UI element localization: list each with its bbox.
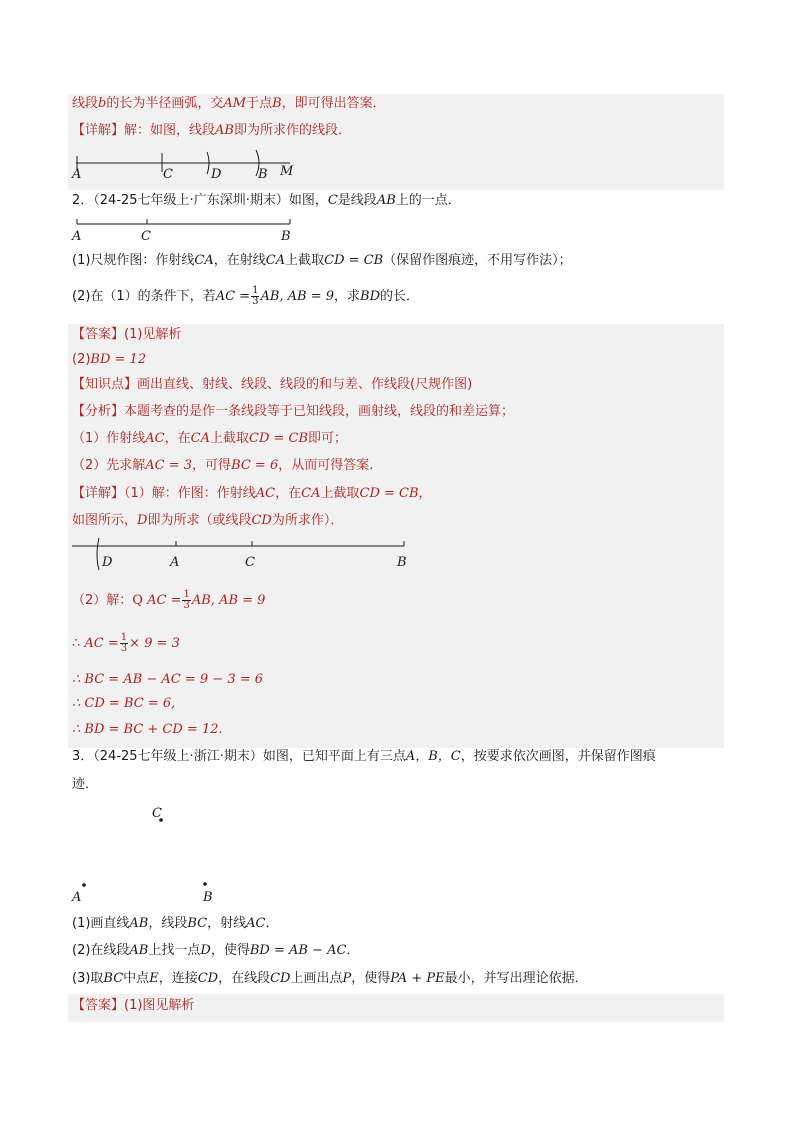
q3-part1: (1)画直线AB，线段BC，射线AC． xyxy=(72,916,279,931)
analysis-step2: （2）先求解AC = 3，可得BC = 6，从而可得答案． xyxy=(72,458,383,473)
q3-stem: 3．（24-25七年级上·浙江·期末）如图，已知平面上有三点A，B，C，按要求依次画图，并保留作图痕 xyxy=(72,749,656,764)
answer2-line1: 【答案】(1)见解析 xyxy=(72,327,182,342)
fig2-label-B: B xyxy=(281,229,291,244)
fig3-label-C: C xyxy=(245,555,255,570)
calc-line-bc: ∴ BC = AB − AC = 9 − 3 = 6 xyxy=(72,672,264,687)
block1-line1: 线段b的长为半径画弧，交AM于点B，即可得出答案． xyxy=(72,96,386,111)
knowledge-point: 【知识点】画出直线、射线、线段、线段的和与差、作线段(尺规作图) xyxy=(72,377,473,392)
fig1-label-D: D xyxy=(211,167,222,182)
calc-line-cd: ∴ CD = BC = 6, xyxy=(72,696,176,711)
analysis-step1: （1）作射线AC，在CA上截取CD = CB即可； xyxy=(72,431,348,446)
calc-line-ac: ∴ AC = $\frac{1}{3}$ × 9 = 3 xyxy=(72,632,180,654)
q2-part2: (2)在（1）的条件下，若AC = $\frac{1}{3}$ AB, AB = 9，求BD的长． xyxy=(72,285,420,307)
fig3-label-D: D xyxy=(102,555,113,570)
fig2-label-A: A xyxy=(72,229,82,244)
block1-detail: 【详解】解：如图，线段AB即为所求作的线段． xyxy=(72,123,351,138)
fig4-label-B: B xyxy=(203,890,213,905)
q3-part3: (3)取BC中点E，连接CD，在线段CD上画出点P，使得PA + PE最小，并写出理论依据． xyxy=(72,971,588,986)
detail-tag: 【详解】 xyxy=(72,123,125,138)
fig2-label-C: C xyxy=(141,229,151,244)
fraction-one-third: $\frac{1}{3}$ xyxy=(183,589,190,611)
fraction-one-third: $\frac{1}{3}$ xyxy=(120,632,128,654)
fig3-label-B: B xyxy=(397,555,407,570)
q3-answer: 【答案】(1)图见解析 xyxy=(72,998,195,1013)
fig4-label-A: A xyxy=(72,890,82,905)
answer2-line2: (2)BD = 12 xyxy=(72,352,147,367)
calc-line-bd: ∴ BD = BC + CD = 12. xyxy=(72,722,223,737)
fig3-label-A: A xyxy=(170,555,180,570)
detail-step1b: 如图所示，D即为所求（或线段CD为所求作）． xyxy=(72,513,344,528)
answer-tag: 【答案】 xyxy=(72,327,125,342)
fig1-label-B: B xyxy=(258,167,268,182)
analysis: 【分析】本题考查的是作一条线段等于已知线段，画射线，线段的和差运算； xyxy=(72,404,515,419)
detail-step2: （2）解：Q AC = $\frac{1}{3}$ AB, AB = 9 xyxy=(72,589,266,611)
fig1-label-A: A xyxy=(72,167,82,182)
q3-part2: (2)在线段AB上找一点D，使得BD = AB − AC． xyxy=(72,943,360,958)
fraction-one-third: $\frac{1}{3}$ xyxy=(252,285,259,307)
fig1-label-M: M xyxy=(280,164,294,179)
fig4-label-C: C xyxy=(152,806,162,821)
q3-stem-cont: 迹． xyxy=(72,777,99,792)
detail-step1: 【详解】（1）解：作图：作射线AC，在CA上截取CD = CB， xyxy=(72,486,432,501)
q2-stem: 2．（24-25七年级上·广东深圳·期末）如图，C是线段AB上的一点． xyxy=(72,193,461,208)
fig1-label-C: C xyxy=(163,167,173,182)
q2-part1: (1)尺规作图：作射线CA，在射线CA上截取CD = CB（保留作图痕迹，不用写作法）； xyxy=(72,253,572,268)
